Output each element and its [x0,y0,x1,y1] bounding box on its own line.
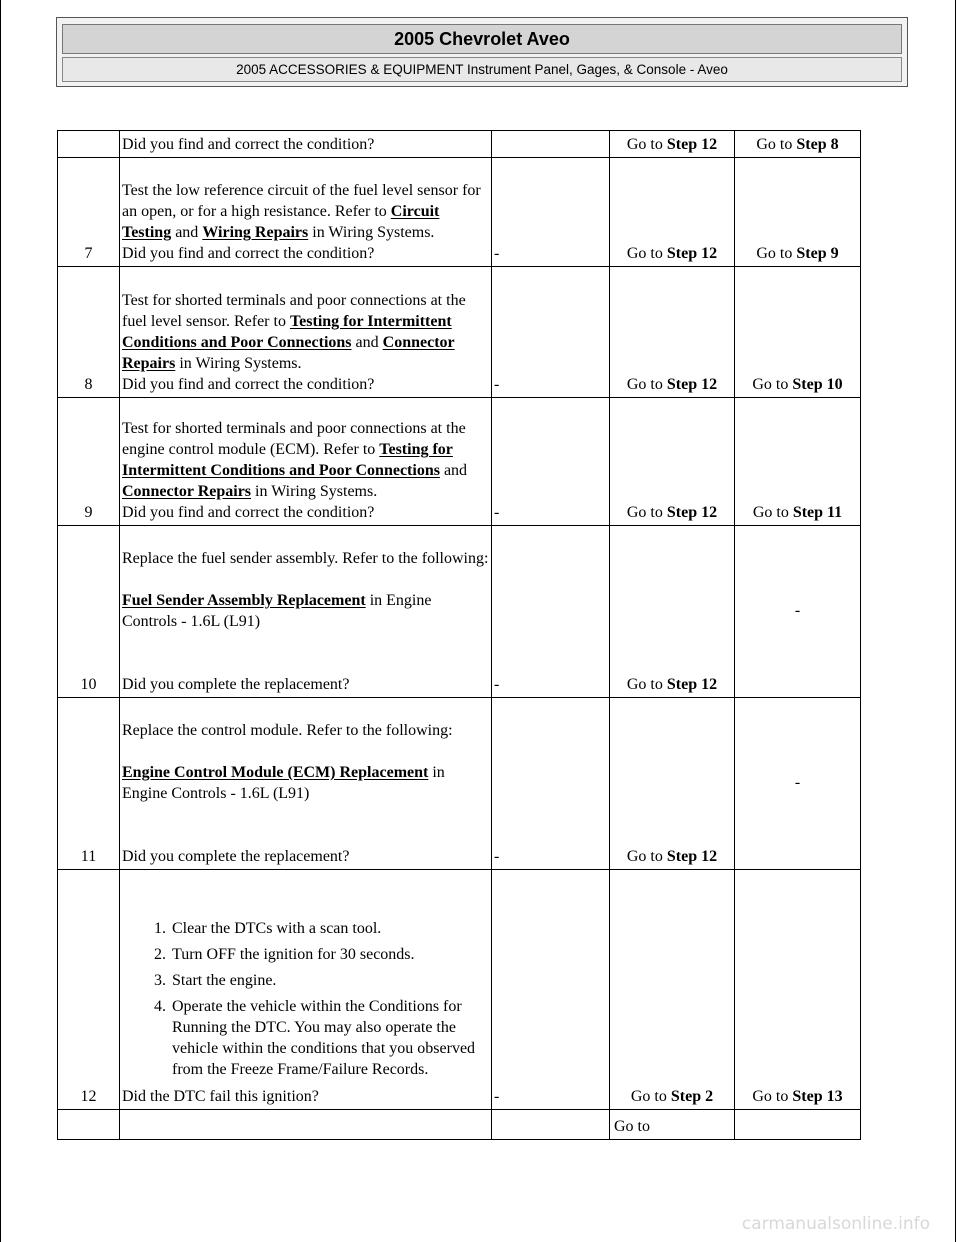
question-text: Did the DTC fail this ignition? [122,1088,319,1105]
step-number: 10 [58,526,120,698]
step-ref: Step 12 [666,136,718,153]
table-row [58,1110,861,1140]
step-number: 12 [58,870,120,1110]
table-row [58,398,861,526]
table-row [58,158,861,267]
step-ref: Step 12 [666,676,718,693]
step-ref: Step 11 [792,504,843,521]
list-item: 4. Operate the vehicle within the Conditions for Running the DTC. You may also operate the vehicle within the conditions that you observed from the Freeze Frame/Failure Records. [170,996,489,1080]
go-to-text: Go to [626,676,667,693]
connector-repairs-link[interactable]: Connector Repairs [122,334,455,372]
table-row [58,267,861,398]
action-text: Replace the control module. Refer to the following: [122,722,453,739]
and-text: and [351,334,383,351]
step-yes [610,870,735,1110]
step-yes [610,526,735,698]
step-action [120,870,492,1110]
step-action [120,1110,492,1140]
action-text: Test the low reference circuit of the fuel level sensor for an open, or for a high resistance. Refer to [122,182,481,220]
diagnostic-steps-table [57,130,861,1140]
after-text: in Engine Controls - 1.6L (L91) [122,764,445,802]
step-values: - [492,526,610,698]
go-to-text: Go to [630,1088,671,1105]
go-to-text: Go to [626,136,667,153]
step-ref: Step 12 [666,848,718,865]
document-title: 2005 Chevrolet Aveo [62,24,902,54]
step-action [120,526,492,698]
step-no [735,1110,861,1140]
list-item: 2. Turn OFF the ignition for 30 seconds. [170,944,489,965]
step-ref: Step 2 [670,1088,714,1105]
step-number [58,1110,120,1140]
question-text: Did you find and correct the condition? [122,245,375,262]
document-subtitle: 2005 ACCESSORIES & EQUIPMENT Instrument Panel, Gages, & Console - Aveo [62,57,902,82]
question-text: Did you complete the replacement? [122,676,350,693]
step-number: 8 [58,267,120,398]
step-values: - [492,870,610,1110]
page-border-right [955,0,956,1242]
step-action [120,267,492,398]
go-to-text: Go to [626,245,667,262]
step-no: - [735,526,861,698]
step-values: - [492,698,610,870]
step-ref: Step 13 [792,1088,843,1105]
step-yes [610,698,735,870]
step-action [120,398,492,526]
question-text: Did you find and correct the condition? [122,376,375,393]
step-no [735,267,861,398]
table-row [58,131,861,158]
step-number: 11 [58,698,120,870]
fuel-sender-replacement-link[interactable]: Fuel Sender Assembly Replacement [122,592,366,609]
go-to-text: Go to [626,376,667,393]
question-text: Did you complete the replacement? [122,848,350,865]
after-text: in Engine Controls - 1.6L (L91) [122,592,432,630]
step-yes [610,131,735,158]
action-text: Replace the fuel sender assembly. Refer to the following: [122,550,489,567]
list-item: 1. Clear the DTCs with a scan tool. [170,918,489,939]
question-text: Did you find and correct the condition? [122,504,375,521]
go-to-text: Go to [752,376,793,393]
step-action [120,131,492,158]
after-text: in Wiring Systems. [251,483,378,500]
step-ref: Step 12 [666,376,718,393]
step-ref: Step 9 [796,245,839,262]
step-number [58,131,120,158]
watermark: carmanualsonline.info [741,1214,930,1234]
go-to-text: Go to [626,504,667,521]
step-no: - [735,698,861,870]
question-text: Did you find and correct the condition? [122,136,375,153]
step-yes: Go to [610,1110,735,1140]
and-text: and [171,224,203,241]
step-no [735,870,861,1110]
go-to-text: Go to [626,848,667,865]
list-item: 3. Start the engine. [170,970,489,991]
step-action [120,158,492,267]
step-action [120,698,492,870]
step-ref: Step 12 [666,504,718,521]
step-ref: Step 10 [792,376,843,393]
and-text: and [439,462,468,479]
step-number: 7 [58,158,120,267]
table-row [58,870,861,1110]
step-values: - [492,267,610,398]
action-text: Test for shorted terminals and poor connections at the engine control module (ECM). Refer to [122,420,466,458]
step-no [735,398,861,526]
step-number: 9 [58,398,120,526]
ecm-replacement-link[interactable]: Engine Control Module (ECM) Replacement [122,764,429,781]
go-to-text: Go to [756,245,797,262]
step-ref: Step 8 [796,136,839,153]
step-yes [610,158,735,267]
go-to-text: Go to [752,504,793,521]
step-ref: Step 12 [666,245,718,262]
table-row [58,698,861,870]
after-text: in Wiring Systems. [175,355,302,372]
step-values: - [492,158,610,267]
connector-repairs-link[interactable]: Connector Repairs [122,483,252,500]
step-yes [610,398,735,526]
substep-list [122,918,489,1080]
step-values: - [492,398,610,526]
page-border-left [0,0,1,1242]
circuit-testing-link[interactable]: Circuit Testing [122,203,440,241]
step-values [492,1110,610,1140]
intermittent-conditions-link[interactable]: Testing for Intermittent Conditions and Poor Connections [122,441,453,479]
step-no [735,131,861,158]
go-to-text: Go to [752,1088,793,1105]
intermittent-conditions-link[interactable]: Testing for Intermittent Conditions and Poor Connections [122,313,452,351]
wiring-repairs-link[interactable]: Wiring Repairs [202,224,309,241]
step-yes [610,267,735,398]
action-text: Test for shorted terminals and poor connections at the fuel level sensor. Refer to [122,292,466,330]
step-no [735,158,861,267]
step-values [492,131,610,158]
go-to-text: Go to [756,136,797,153]
after-text: in Wiring Systems. [308,224,435,241]
table-row [58,526,861,698]
